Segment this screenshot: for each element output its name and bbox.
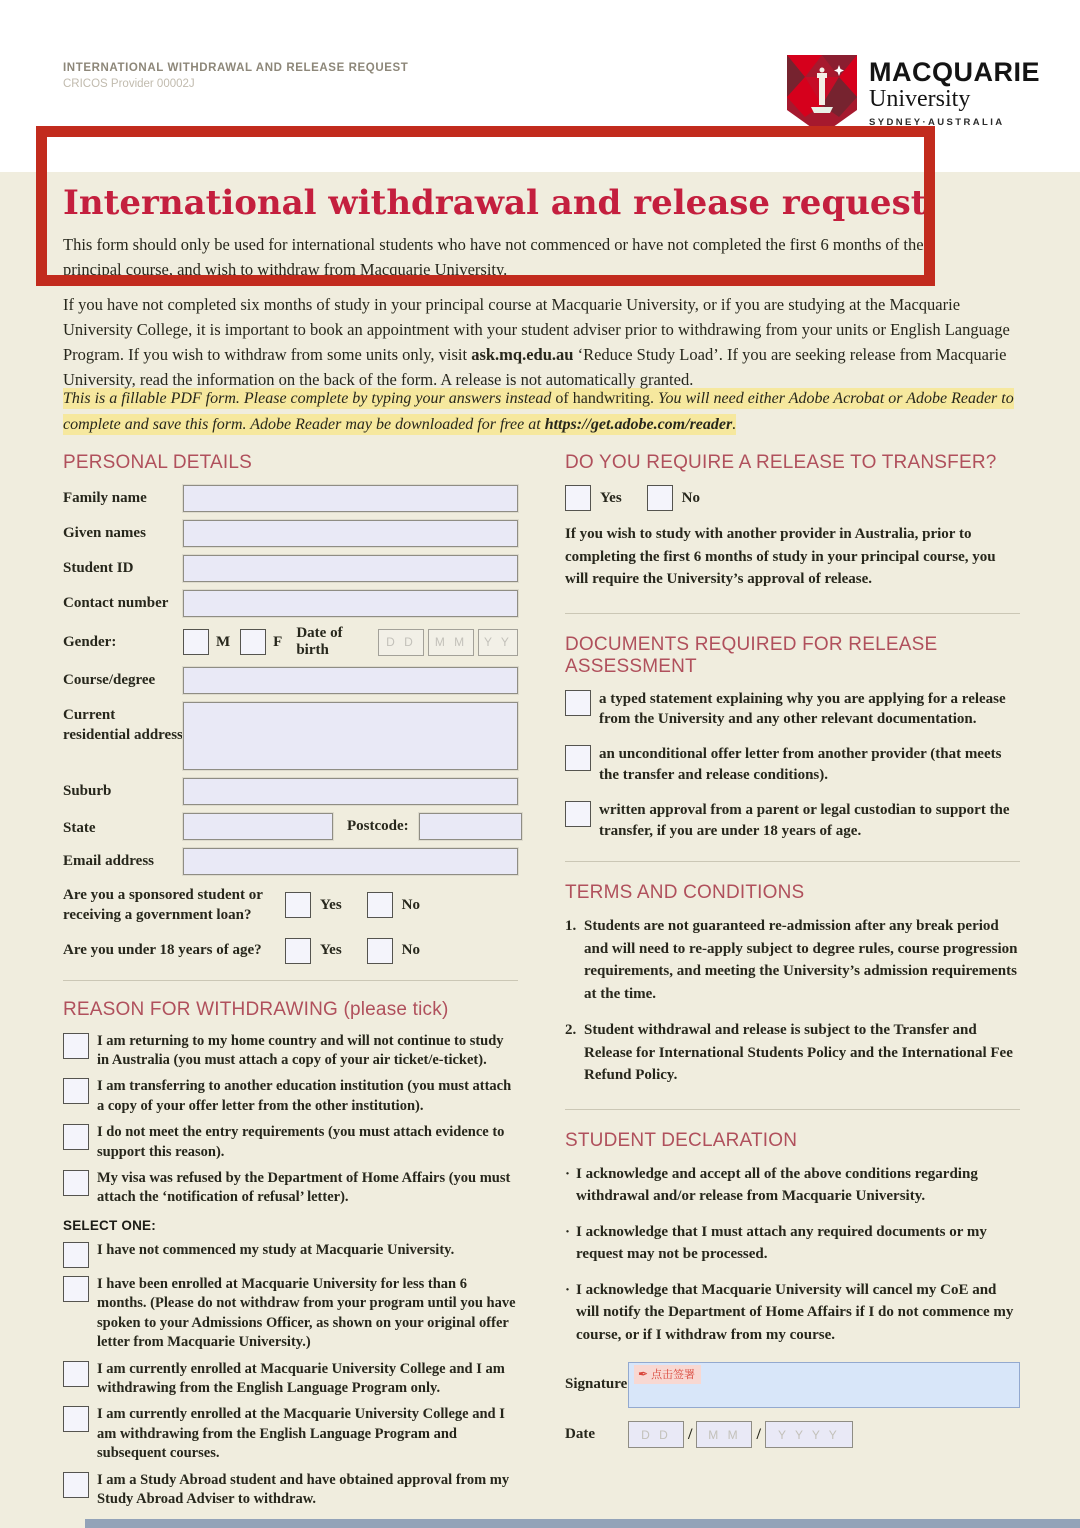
date-slash: / [756,1425,761,1443]
contact-number-row [63,590,518,617]
document-item [565,744,1020,785]
state-postcode-row [63,813,518,840]
reason-checkbox-1[interactable] [63,1033,89,1059]
date-label: Date [565,1426,595,1443]
dob-year-input[interactable] [478,629,518,656]
intro-paragraph [63,292,1020,392]
gender-male-label: M [216,633,231,650]
student-id-label: Student ID [63,560,134,576]
select-text-2: I have been enrolled at Macquarie University for less than 6 months. (Please do not withdraw from your program until you have spoken to your Admissions Officer, as shown on your original offer letter from Macquarie University.) [97,1275,516,1351]
logo-wordmark: MACQUARIE [869,57,1040,87]
gender-label: Gender: [63,633,117,650]
section-release-transfer: DO YOU REQUIRE A RELEASE TO TRANSFER? [565,452,997,473]
given-names-input[interactable] [183,520,518,547]
date-day-input[interactable] [628,1421,684,1448]
reason-item [63,1032,518,1071]
address-row [63,702,518,770]
gender-male-checkbox[interactable] [183,629,209,655]
macquarie-shield-logo [787,55,857,135]
right-divider-3 [565,1109,1020,1110]
family-name-row [63,485,518,512]
right-divider-1 [565,613,1020,614]
sponsored-no-label: No [401,896,421,913]
date-slash: / [688,1425,693,1443]
section-documents-required: DOCUMENTS REQUIRED FOR RELEASE ASSESSMENT [565,633,938,677]
note-italic-2: You will need either Adobe Acrobat or Adobe Reader to complete and save this form. Adobe Reader may be downloaded for free at [63,390,1014,433]
sponsored-question-row [63,885,518,926]
email-label: Email address [63,853,154,869]
select-checkbox-1[interactable] [63,1242,89,1268]
select-text-1: I have not commenced my study at Macquarie University. [97,1241,455,1258]
signature-row [565,1362,1020,1408]
family-name-input[interactable] [183,485,518,512]
postcode-label: Postcode: [347,818,409,834]
select-checkbox-4[interactable] [63,1406,89,1432]
click-to-sign-text: 点击签署 [651,1369,696,1382]
declaration-text-1: I acknowledge and accept all of the above conditions regarding withdrawal and/or release from Macquarie University. [576,1165,978,1205]
under18-yes-label: Yes [320,942,342,958]
select-checkbox-2[interactable] [63,1276,89,1302]
release-yes-label: Yes [600,489,622,506]
note-period: . [732,415,737,433]
select-checkbox-5[interactable] [63,1472,89,1498]
page-title: International withdrawal and release request [63,183,927,223]
suburb-row [63,778,518,805]
contact-number-input[interactable] [183,590,518,617]
document-text-2: an unconditional offer letter from another provider (that meets the transfer and release conditions). [599,746,1002,783]
reason-checkbox-4[interactable] [63,1170,89,1196]
select-one-item [63,1360,518,1399]
left-divider [63,980,518,981]
select-one-item [63,1241,518,1268]
sponsored-yes-label: Yes [320,896,342,913]
note-italic-1: This is a fillable PDF form. Please complete by typing your answers instead [63,390,552,407]
left-column [63,452,518,1517]
reason-item [63,1123,518,1162]
release-no-label: No [681,489,701,506]
section-terms-conditions: TERMS AND CONDITIONS [565,882,805,904]
date-row [565,1421,1020,1448]
gender-dob-row [63,625,518,659]
dob-day-input[interactable] [378,629,424,656]
document-header [63,62,408,90]
terms-item [565,915,1020,1005]
select-one-label: SELECT ONE: [63,1217,156,1233]
select-checkbox-3[interactable] [63,1361,89,1387]
signature-field[interactable] [628,1362,1020,1408]
declaration-item [565,1279,1020,1347]
reason-text-4: My visa was refused by the Department of Home Affairs (you must attach the ‘notification of refusal’ letter). [97,1170,511,1206]
right-column [565,452,1020,1517]
document-title-label: INTERNATIONAL WITHDRAWAL AND RELEASE REQUEST [63,62,409,74]
terms-text-2: Student withdrawal and release is subject to the Transfer and Release for International Students Policy and the International Fee Refund Policy. [584,1022,1013,1084]
logo-university: University [869,86,971,112]
release-yes-no-row [565,485,1020,511]
course-degree-label: Course/degree [63,672,156,688]
declaration-item [565,1163,1020,1208]
gender-female-checkbox[interactable] [240,629,266,655]
date-year-input[interactable] [765,1421,853,1448]
bullet-icon: · [565,1223,571,1240]
select-text-4: I am currently enrolled at the Macquarie University College and I am withdrawing from the English Language Program and subsequent courses. [97,1406,505,1462]
terms-text-1: Students are not guaranteed re-admission after any break period and will need to re-apply subject to degree rules, course progression requirements, and meeting the University’s admission requirements at the time. [584,918,1018,1002]
document-checkbox-2[interactable] [565,745,591,771]
under18-question-row [63,938,518,964]
state-label: State [63,819,96,836]
macquarie-logo [787,55,1040,135]
contact-number-label: Contact number [63,595,169,611]
cricos-provider: CRICOS Provider 00002J [63,78,195,90]
sponsored-yes-checkbox[interactable] [285,892,311,918]
page-edge-strip [85,1519,1080,1528]
note-roman: of handwriting. [551,390,659,407]
declaration-text-2: I acknowledge that I must attach any required documents or my request may not be processed. [576,1223,987,1263]
under18-no-label: No [401,942,421,958]
pen-icon: ✒ [638,1367,649,1382]
document-item [565,689,1020,730]
email-row [63,848,518,875]
page-subtitle: This form should only be used for international students who have not commenced or have not completed the first 6 months of their principal course, and wish to withdraw from Macquarie University. [63,235,934,279]
address-input[interactable] [183,702,518,770]
student-id-input[interactable] [183,555,518,582]
given-names-row [63,520,518,547]
suburb-input[interactable] [183,778,518,805]
course-degree-input[interactable] [183,667,518,694]
document-checkbox-3[interactable] [565,801,591,827]
reason-checkbox-2[interactable] [63,1078,89,1104]
under18-yes-checkbox[interactable] [285,938,311,964]
select-one-item [63,1405,518,1463]
release-yes-checkbox[interactable] [565,485,591,511]
select-one-item [63,1471,518,1510]
document-item [565,800,1020,841]
reason-item [63,1169,518,1208]
declaration-text-3: I acknowledge that Macquarie University will cancel my CoE and will notify the Department of Home Affairs if I do not commence my course, or if I withdraw from my course. [576,1281,1014,1343]
intro-text-pre: If you have not completed six months of study in your principal course at Macquarie University, or if you are studying at the Macquarie University College, it is important to book an appointment with your student adviser prior to withdrawing from your units or English Language Program. If you wish to withdraw from some units only, visit [63,295,1010,365]
dob-month-input[interactable] [428,629,474,656]
dob-label: Date of birth [296,625,343,658]
postcode-input[interactable] [419,813,522,840]
terms-number-1: 1. [565,918,577,935]
section-reason-withdrawing: REASON FOR WITHDRAWING (please tick) [63,998,449,1020]
reason-text-1: I am returning to my home country and will not continue to study in Australia (you must attach a copy of your air ticket/e-ticket). [97,1032,504,1068]
sponsored-no-checkbox[interactable] [367,892,393,918]
bullet-icon: · [565,1165,571,1182]
reason-checkbox-3[interactable] [63,1124,89,1150]
release-body: If you wish to study with another provider in Australia, prior to completing the first 6 months of study in your principal course, you will require the University’s approval of release. [565,526,996,587]
signature-label: Signature [565,1376,628,1393]
select-text-3: I am currently enrolled at Macquarie University College and I am withdrawing from the English Language Program only. [97,1360,505,1396]
document-text-1: a typed statement explaining why you are applying for a release from the University and any other relevant documentation. [599,690,1006,727]
click-to-sign-tag[interactable] [634,1365,701,1384]
gender-female-label: F [273,633,283,650]
declaration-item [565,1221,1020,1266]
form-content [63,452,1020,1517]
terms-item [565,1019,1020,1087]
address-label: Current residential address [63,707,183,743]
intro-text-post: ‘Reduce Study Load’. If you are seeking release from Macquarie University, read the information on the back of the form. A release is not automatically granted. [63,345,1007,390]
document-text-3: written approval from a parent or legal custodian to support the transfer, if you are under 18 years of age. [599,802,1010,839]
logo-tagline: SYDNEY·AUSTRALIA [869,117,1005,129]
student-id-row [63,555,518,582]
fillable-pdf-note [63,386,1020,437]
select-text-5: I am a Study Abroad student and have obtained approval from my Study Abroad Adviser to withdraw. [97,1471,510,1508]
state-input[interactable] [183,813,333,840]
suburb-label: Suburb [63,783,112,799]
section-student-declaration: STUDENT DECLARATION [565,1129,798,1151]
intro-link-ask-mq: ask.mq.edu.au [471,345,574,365]
reason-text-3: I do not meet the entry requirements (you must attach evidence to support this reason). [97,1124,505,1160]
hero-block [63,184,963,283]
under18-no-checkbox[interactable] [367,938,393,964]
given-names-label: Given names [63,525,146,541]
section-personal-details: PERSONAL DETAILS [63,452,253,473]
document-checkbox-1[interactable] [565,690,591,716]
sponsored-question-label: Are you a sponsored student or receiving a government loan? [63,887,263,924]
email-input[interactable] [183,848,518,875]
course-degree-row [63,667,518,694]
reason-item [63,1077,518,1116]
reason-text-2: I am transferring to another education institution (you must attach a copy of your offer letter from the other institution). [97,1078,512,1114]
release-no-checkbox[interactable] [647,485,673,511]
date-month-input[interactable] [696,1421,752,1448]
family-name-label: Family name [63,490,147,506]
right-divider-2 [565,861,1020,862]
terms-number-2: 2. [565,1022,577,1039]
under18-question-label: Are you under 18 years of age? [63,942,262,959]
select-one-item [63,1275,518,1353]
note-adobe-url: https://get.adobe.com/reader [544,415,733,433]
bullet-icon: · [565,1281,571,1298]
